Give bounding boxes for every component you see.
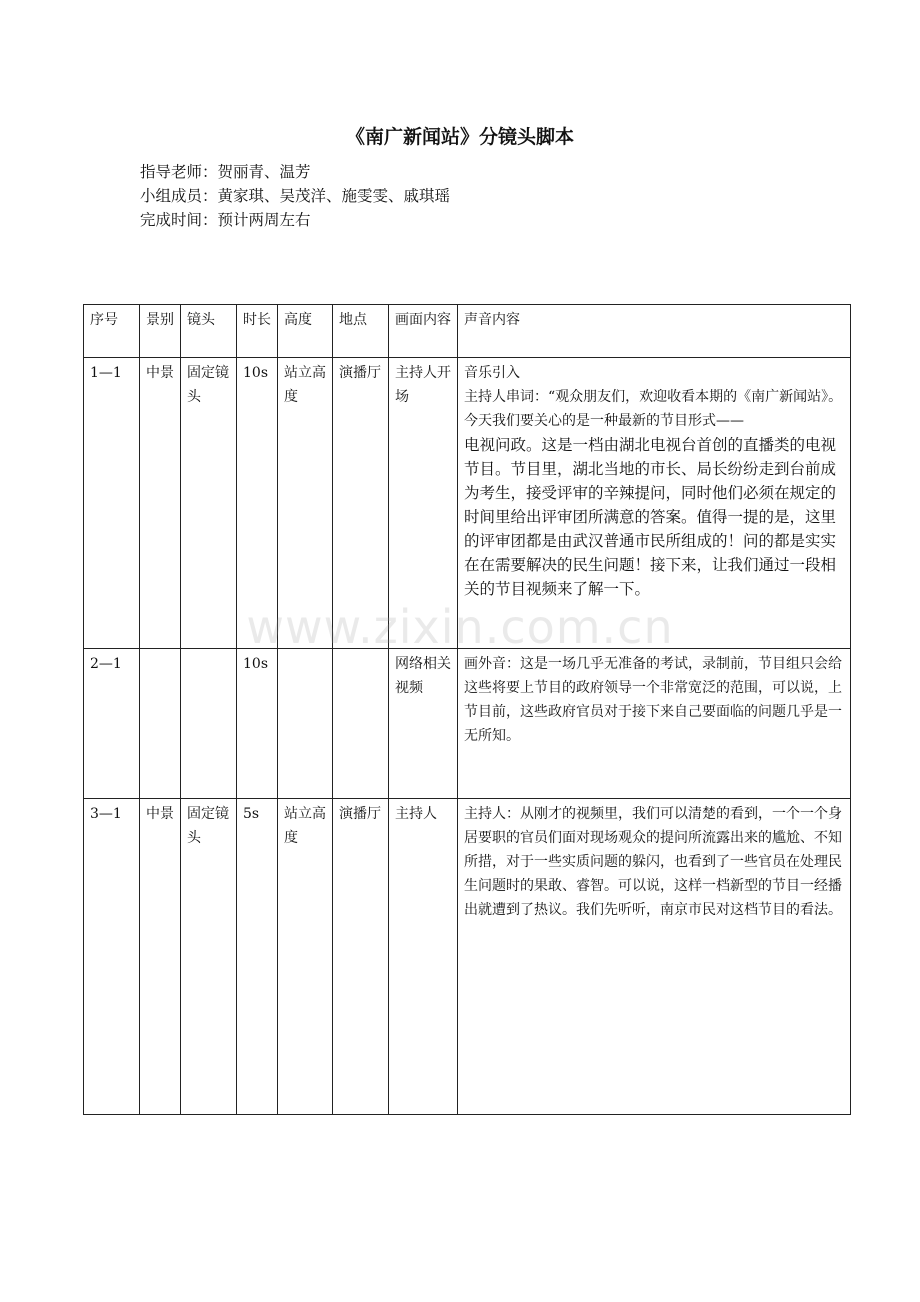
sound-part-b: 电视问政。这是一档由湖北电视台首创的直播类的电视节目。节目里，湖北当地的市长、局长纷纷走到台前成为考生，接受评审的辛辣提问，同时他们必须在规定的时间里给出评审团所满意的答案。值得一提的是，这里的评审团都是由武汉普通市民所组成的！问的都是实实在在需要解决的民生问题！接下来，让我们通过一段相关的节目视频来了解一下。 [464, 436, 837, 598]
cell-shot [181, 649, 237, 799]
header-cell-sound: 声音内容 [458, 305, 851, 358]
cell-picture: 网络相关视频 [389, 649, 458, 799]
header-cell-scene: 景别 [140, 305, 181, 358]
cell-sound [458, 358, 851, 649]
cell-location [333, 649, 389, 799]
table-row [84, 358, 851, 649]
table-header-row [84, 305, 851, 358]
cell-no: 2—1 [84, 649, 140, 799]
cell-scene: 中景 [140, 799, 181, 1115]
cell-shot: 固定镜头 [181, 358, 237, 649]
header-cell-location: 地点 [333, 305, 389, 358]
meta-info [140, 160, 450, 232]
storyboard-table [83, 304, 851, 1115]
cell-no: 3—1 [84, 799, 140, 1115]
sound-part-a: 主持人串词：“观众朋友们，欢迎收看本期的《南广新闻站》。今天我们要关心的是一种最新的节目形式—— [464, 389, 843, 429]
table-row [84, 649, 851, 799]
sound-intro: 音乐引入 [464, 365, 520, 381]
time-line: 完成时间：预计两周左右 [140, 211, 311, 229]
members-line: 小组成员：黄家琪、吴茂洋、施雯雯、戚琪瑶 [140, 187, 451, 205]
cell-sound: 主持人：从刚才的视频里，我们可以清楚的看到，一个一个身居要职的官员们面对现场观众的提问所流露出来的尴尬、不知所措，对于一些实质问题的躲闪，也看到了一些官员在处理民生问题时的果敢、睿智。可以说，这样一档新型的节目一经播出就遭到了热议。我们先听听，南京市民对这档节目的看法。 [458, 799, 851, 1115]
header-cell-no: 序号 [84, 305, 140, 358]
cell-height: 站立高度 [278, 799, 333, 1115]
header-cell-height: 高度 [278, 305, 333, 358]
cell-no: 1—1 [84, 358, 140, 649]
header-cell-shot: 镜头 [181, 305, 237, 358]
cell-location: 演播厅 [333, 799, 389, 1115]
table-row [84, 799, 851, 1115]
cell-duration: 10s [237, 358, 278, 649]
cell-duration: 5s [237, 799, 278, 1115]
header-cell-picture: 画面内容 [389, 305, 458, 358]
cell-scene [140, 649, 181, 799]
watermark: www.zixin.com.cn [246, 600, 674, 654]
advisor-line: 指导老师：贺丽青、温芳 [140, 163, 311, 181]
header-cell-duration: 时长 [237, 305, 278, 358]
cell-location: 演播厅 [333, 358, 389, 649]
cell-height: 站立高度 [278, 358, 333, 649]
cell-scene: 中景 [140, 358, 181, 649]
cell-shot: 固定镜头 [181, 799, 237, 1115]
document-title: 《南广新闻站》分镜头脚本 [345, 126, 574, 148]
cell-height [278, 649, 333, 799]
cell-picture: 主持人 [389, 799, 458, 1115]
cell-duration: 10s [237, 649, 278, 799]
cell-picture: 主持人开场 [389, 358, 458, 649]
cell-sound: 画外音：这是一场几乎无准备的考试，录制前，节目组只会给这些将要上节目的政府领导一个非常宽泛的范围，可以说，上节目前，这些政府官员对于接下来自己要面临的问题几乎是一无所知。 [458, 649, 851, 799]
